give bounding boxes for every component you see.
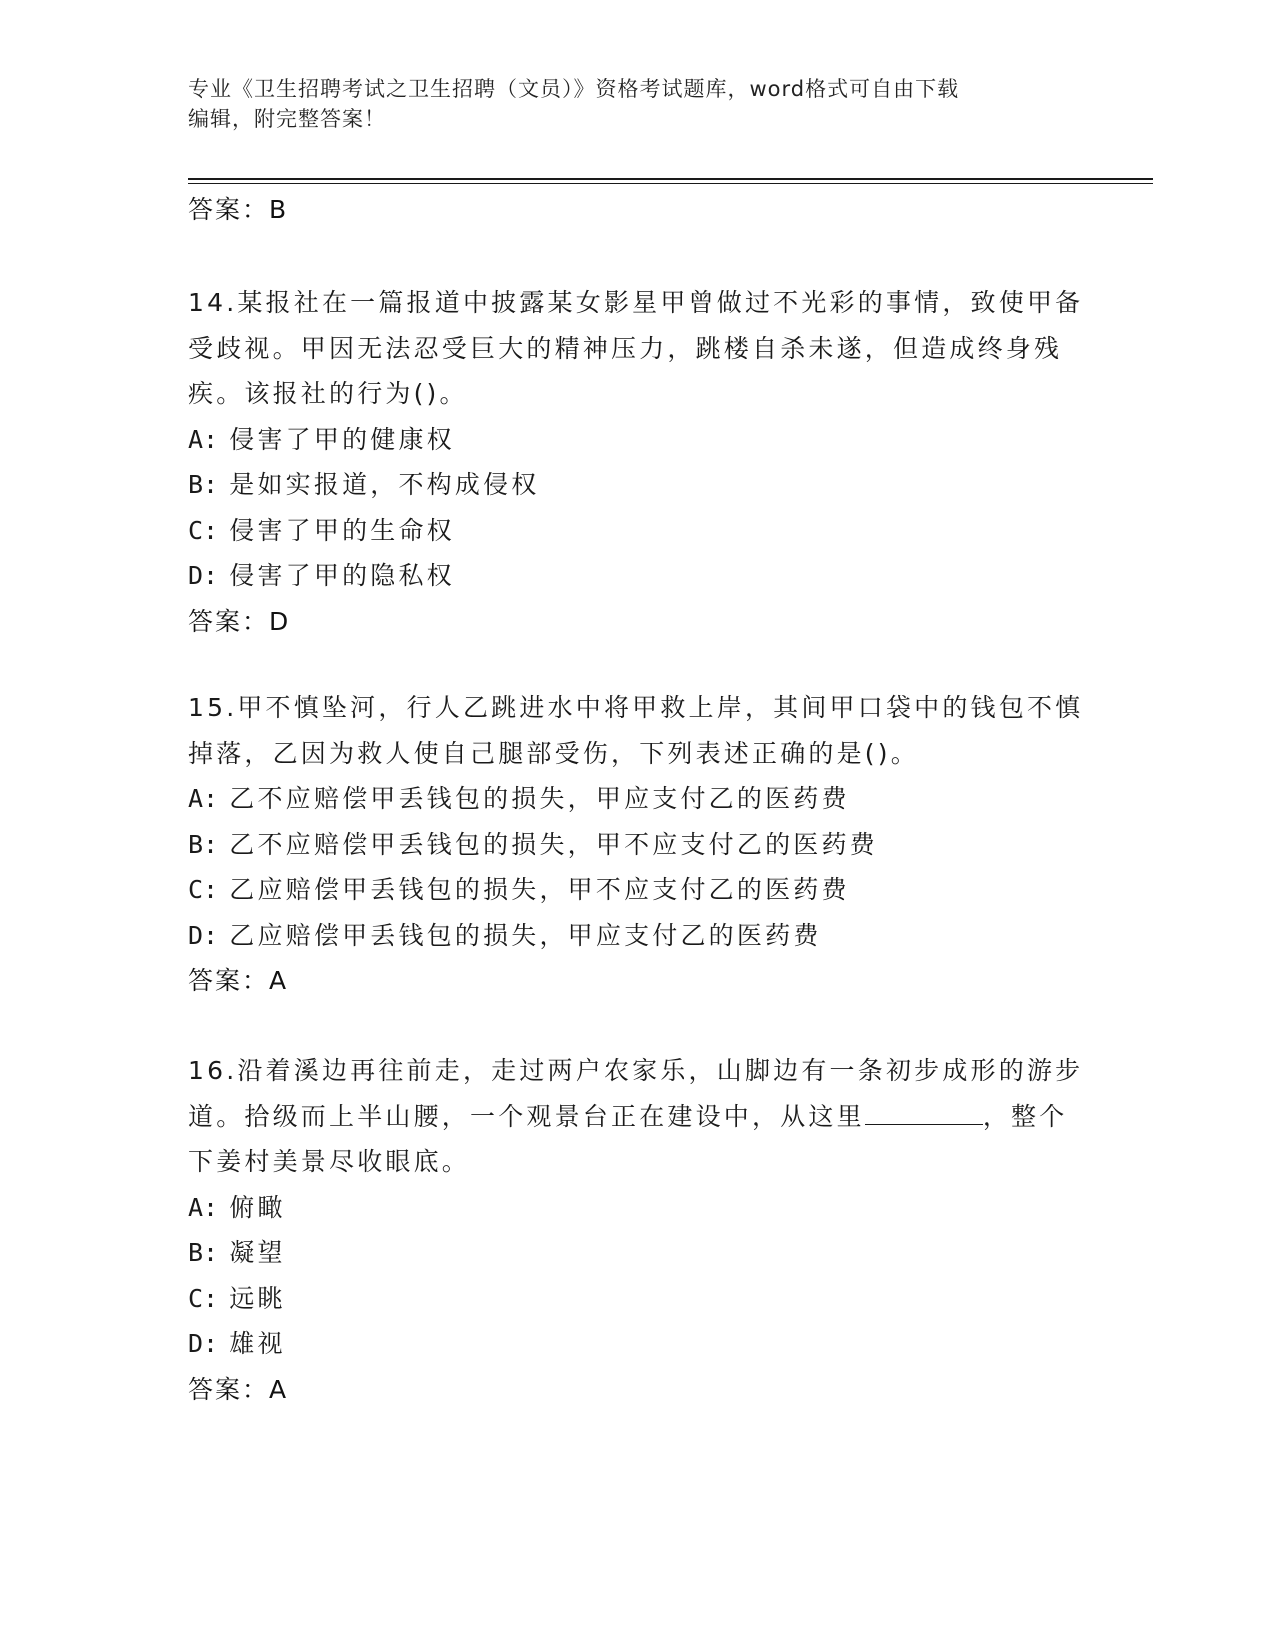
- option-text: 乙不应赔偿甲丢钱包的损失，甲不应支付乙的医药费: [229, 829, 878, 859]
- question-15: [188, 685, 1088, 1004]
- question-text: 14.某报社在一篇报道中披露某女影星甲曾做过不光彩的事情，致使甲备受歧视。甲因无法忍受巨大的精神压力，跳楼自杀未遂，但造成终身残疾。该报社的行为()。: [188, 288, 1084, 408]
- option-key: B:: [188, 829, 219, 859]
- option-key: B:: [188, 470, 219, 499]
- header-rule-thick: [188, 178, 1153, 180]
- fill-in-blank: [865, 1102, 983, 1125]
- previous-question-answer: 答案：B: [188, 195, 289, 224]
- question-answer: 答案：A: [188, 966, 289, 995]
- option-a: [188, 1185, 1088, 1231]
- header-line-2: 编辑，附完整答案！: [188, 107, 386, 131]
- option-c: [188, 508, 1088, 554]
- option-text: 侵害了甲的健康权: [229, 424, 455, 454]
- option-d: [188, 913, 1088, 959]
- option-key: D:: [188, 1329, 219, 1358]
- question-text-after-blank: ，整个下姜村美景尽收眼底。: [188, 1101, 1068, 1176]
- option-c: [188, 867, 1088, 913]
- option-key: B:: [188, 1238, 219, 1267]
- question-answer: 答案：A: [188, 1374, 289, 1404]
- option-b: [188, 1230, 1088, 1276]
- option-d: [188, 553, 1088, 599]
- option-text: 是如实报道，不构成侵权: [229, 470, 540, 499]
- question-text-before-blank: 16.沿着溪边再往前走，走过两户农家乐，山脚边有一条初步成形的游步道。拾级而上半山腰，一个观景台正在建设中，从这里: [188, 1056, 1084, 1131]
- question-answer: 答案：D: [188, 606, 291, 636]
- option-d: [188, 1321, 1088, 1367]
- header-line-1: 专业《卫生招聘考试之卫生招聘（文员）》资格考试题库，word格式可自由下载: [188, 77, 960, 101]
- option-b: [188, 822, 1088, 868]
- option-b: [188, 462, 1088, 508]
- option-a: [188, 417, 1088, 463]
- option-text: 乙不应赔偿甲丢钱包的损失，甲应支付乙的医药费: [229, 784, 850, 813]
- option-key: D:: [188, 920, 219, 950]
- option-key: C:: [188, 875, 219, 904]
- option-text: 侵害了甲的生命权: [229, 515, 455, 545]
- question-16: [188, 1048, 1088, 1412]
- option-text: 俯瞰: [229, 1192, 286, 1222]
- header-rule-thin: [188, 183, 1153, 184]
- question-text: 15.甲不慎坠河，行人乙跳进水中将甲救上岸，其间甲口袋中的钱包不慎掉落，乙因为救人使自己腿部受伤，下列表述正确的是()。: [188, 693, 1084, 768]
- question-14: [188, 280, 1088, 644]
- document-header: [188, 74, 1068, 134]
- option-c: [188, 1276, 1088, 1322]
- option-key: C:: [188, 1283, 219, 1313]
- option-key: A:: [188, 424, 219, 454]
- option-key: D:: [188, 561, 219, 590]
- question-text: [188, 1048, 1088, 1185]
- option-key: A:: [188, 784, 219, 813]
- option-text: 凝望: [229, 1238, 286, 1267]
- option-text: 远眺: [229, 1283, 286, 1313]
- option-text: 侵害了甲的隐私权: [229, 561, 455, 590]
- option-key: C:: [188, 515, 219, 545]
- option-text: 乙应赔偿甲丢钱包的损失，甲不应支付乙的医药费: [229, 875, 850, 904]
- option-text: 雄视: [229, 1329, 286, 1358]
- option-text: 乙应赔偿甲丢钱包的损失，甲应支付乙的医药费: [229, 920, 822, 950]
- option-key: A:: [188, 1192, 219, 1222]
- option-a: [188, 776, 1088, 822]
